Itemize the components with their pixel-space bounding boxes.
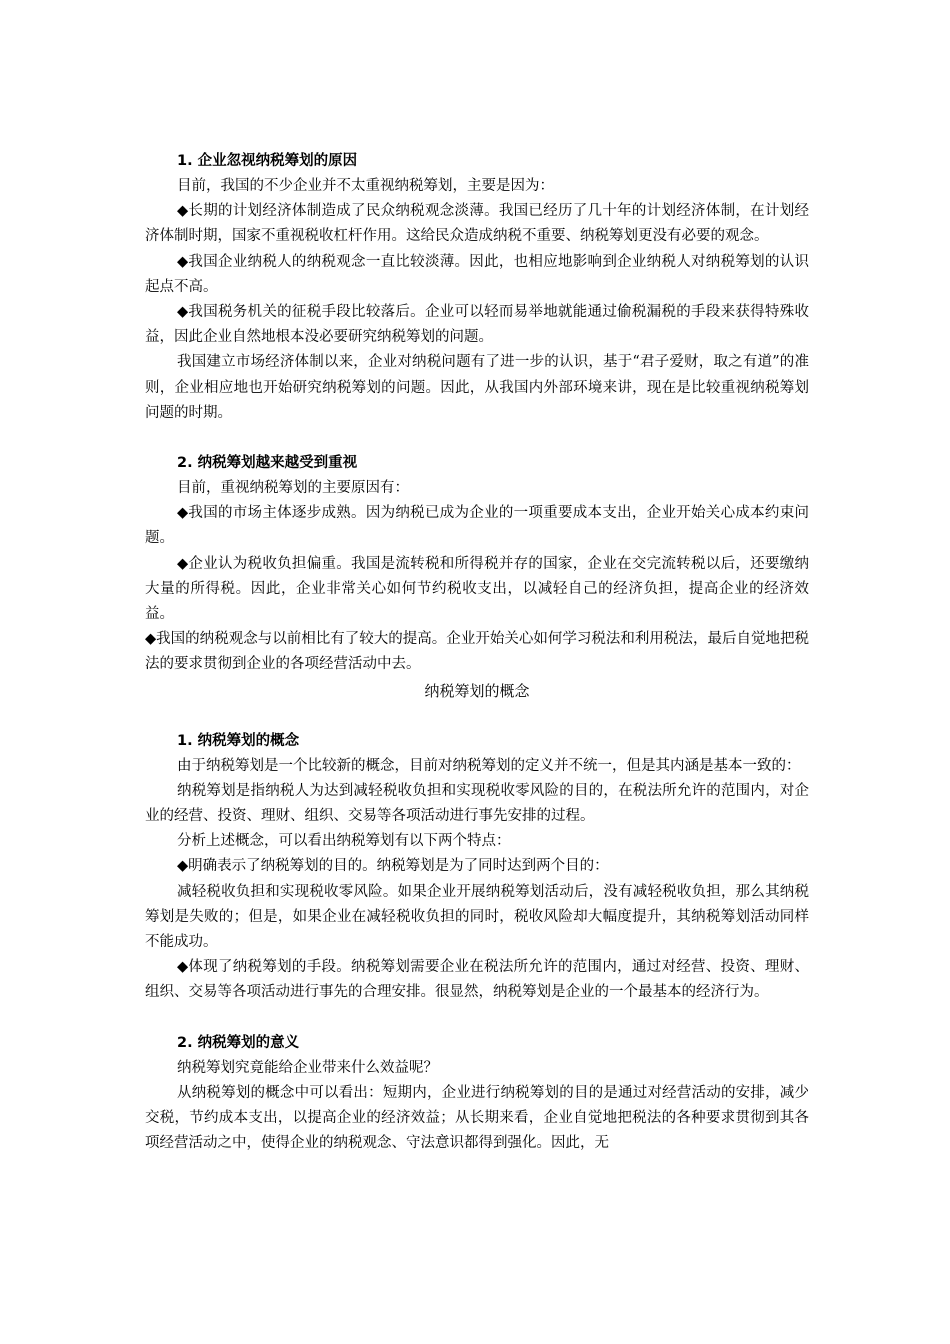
spacer xyxy=(145,1006,809,1030)
paragraph: 减轻税收负担和实现税收零风险。如果企业开展纳税筹划活动后，没有减轻税收负担，那么其纳税筹划是失败的；但是，如果企业在减轻税收负担的同时，税收风险却大幅度提升，其纳税筹划活动同样不能成功。 xyxy=(145,883,809,951)
spacer xyxy=(145,426,809,450)
paragraph: ◆我国的市场主体逐步成熟。因为纳税已成为企业的一项重要成本支出，企业开始关心成本约束问题。 xyxy=(145,505,809,547)
paragraph: 分析上述概念，可以看出纳税筹划有以下两个特点： xyxy=(177,833,511,850)
paragraph: 纳税筹划是指纳税人为达到减轻税收负担和实现税收零风险的目的，在税法所允许的范围内，对企业的经营、投资、理财、组织、交易等各项活动进行事先安排的过程。 xyxy=(145,782,809,825)
paragraph: ◆体现了纳税筹划的手段。纳税筹划需要企业在税法所允许的范围内，通过对经营、投资、理财、组织、交易等各项活动进行事先的合理安排。很显然，纳税筹划是企业的一个最基本的经济行为。 xyxy=(145,959,809,1001)
paragraph: 纳税筹划究竟能给企业带来什么效益呢？ xyxy=(177,1059,438,1076)
paragraph: 由于纳税筹划是一个比较新的概念，目前对纳税筹划的定义并不统一，但是其内涵是基本一致的： xyxy=(177,757,801,774)
section-heading: 2. 纳税筹划越来越受到重视 xyxy=(177,455,358,472)
paragraph: 目前，重视纳税筹划的主要原因有： xyxy=(177,480,409,497)
paragraph: 目前，我国的不少企业并不太重视纳税筹划，主要是因为： xyxy=(177,178,554,194)
section-heading: 1. 企业忽视纳税筹划的原因 xyxy=(177,153,358,169)
section-heading: 2. 纳税筹划的意义 xyxy=(177,1034,300,1051)
spacer xyxy=(145,704,809,728)
paragraph: ◆企业认为税收负担偏重。我国是流转税和所得税并存的国家，企业在交完流转税以后，还要缴纳大量的所得税。因此，企业非常关心如何节约税收支出，以减轻自己的经济负担，提高企业的经济效益。 xyxy=(145,555,809,623)
document-page xyxy=(145,148,809,1157)
section-heading: 1. 纳税筹划的概念 xyxy=(177,732,300,749)
paragraph: ◆长期的计划经济体制造成了民众纳税观念淡薄。我国已经历了几十年的计划经济体制，在计划经济体制时期，国家不重视税收杠杆作用。这给民众造成纳税不重要、纳税筹划更没有必要的观念。 xyxy=(145,203,809,245)
paragraph: 从纳税筹划的概念中可以看出：短期内，企业进行纳税筹划的目的是通过对经营活动的安排，减少交税，节约成本支出，以提高企业的经济效益；从长期来看，企业自觉地把税法的各种要求贯彻到其各项经营活动之中，使得企业的纳税观念、守法意识都得到强化。因此，无 xyxy=(145,1084,809,1152)
paragraph: ◆明确表示了纳税筹划的目的。纳税筹划是为了同时达到两个目的： xyxy=(177,858,609,875)
paragraph: 我国建立市场经济体制以来，企业对纳税问题有了进一步的认识，基于“君子爱财，取之有道”的准则，企业相应地也开始研究纳税筹划的问题。因此，从我国内外部环境来讲，现在是比较重视纳税筹划问题的时期。 xyxy=(145,354,809,421)
chapter-title: 纳税筹划的概念 xyxy=(424,681,530,700)
paragraph: ◆我国的纳税观念与以前相比有了较大的提高。企业开始关心如何学习税法和利用税法，最后自觉地把税法的要求贯彻到企业的各项经营活动中去。 xyxy=(145,631,809,673)
paragraph: ◆我国企业纳税人的纳税观念一直比较淡薄。因此，也相应地影响到企业纳税人对纳税筹划的认识起点不高。 xyxy=(145,253,809,295)
paragraph: ◆我国税务机关的征税手段比较落后。企业可以轻而易举地就能通过偷税漏税的手段来获得特殊收益，因此企业自然地根本没必要研究纳税筹划的问题。 xyxy=(145,304,809,346)
